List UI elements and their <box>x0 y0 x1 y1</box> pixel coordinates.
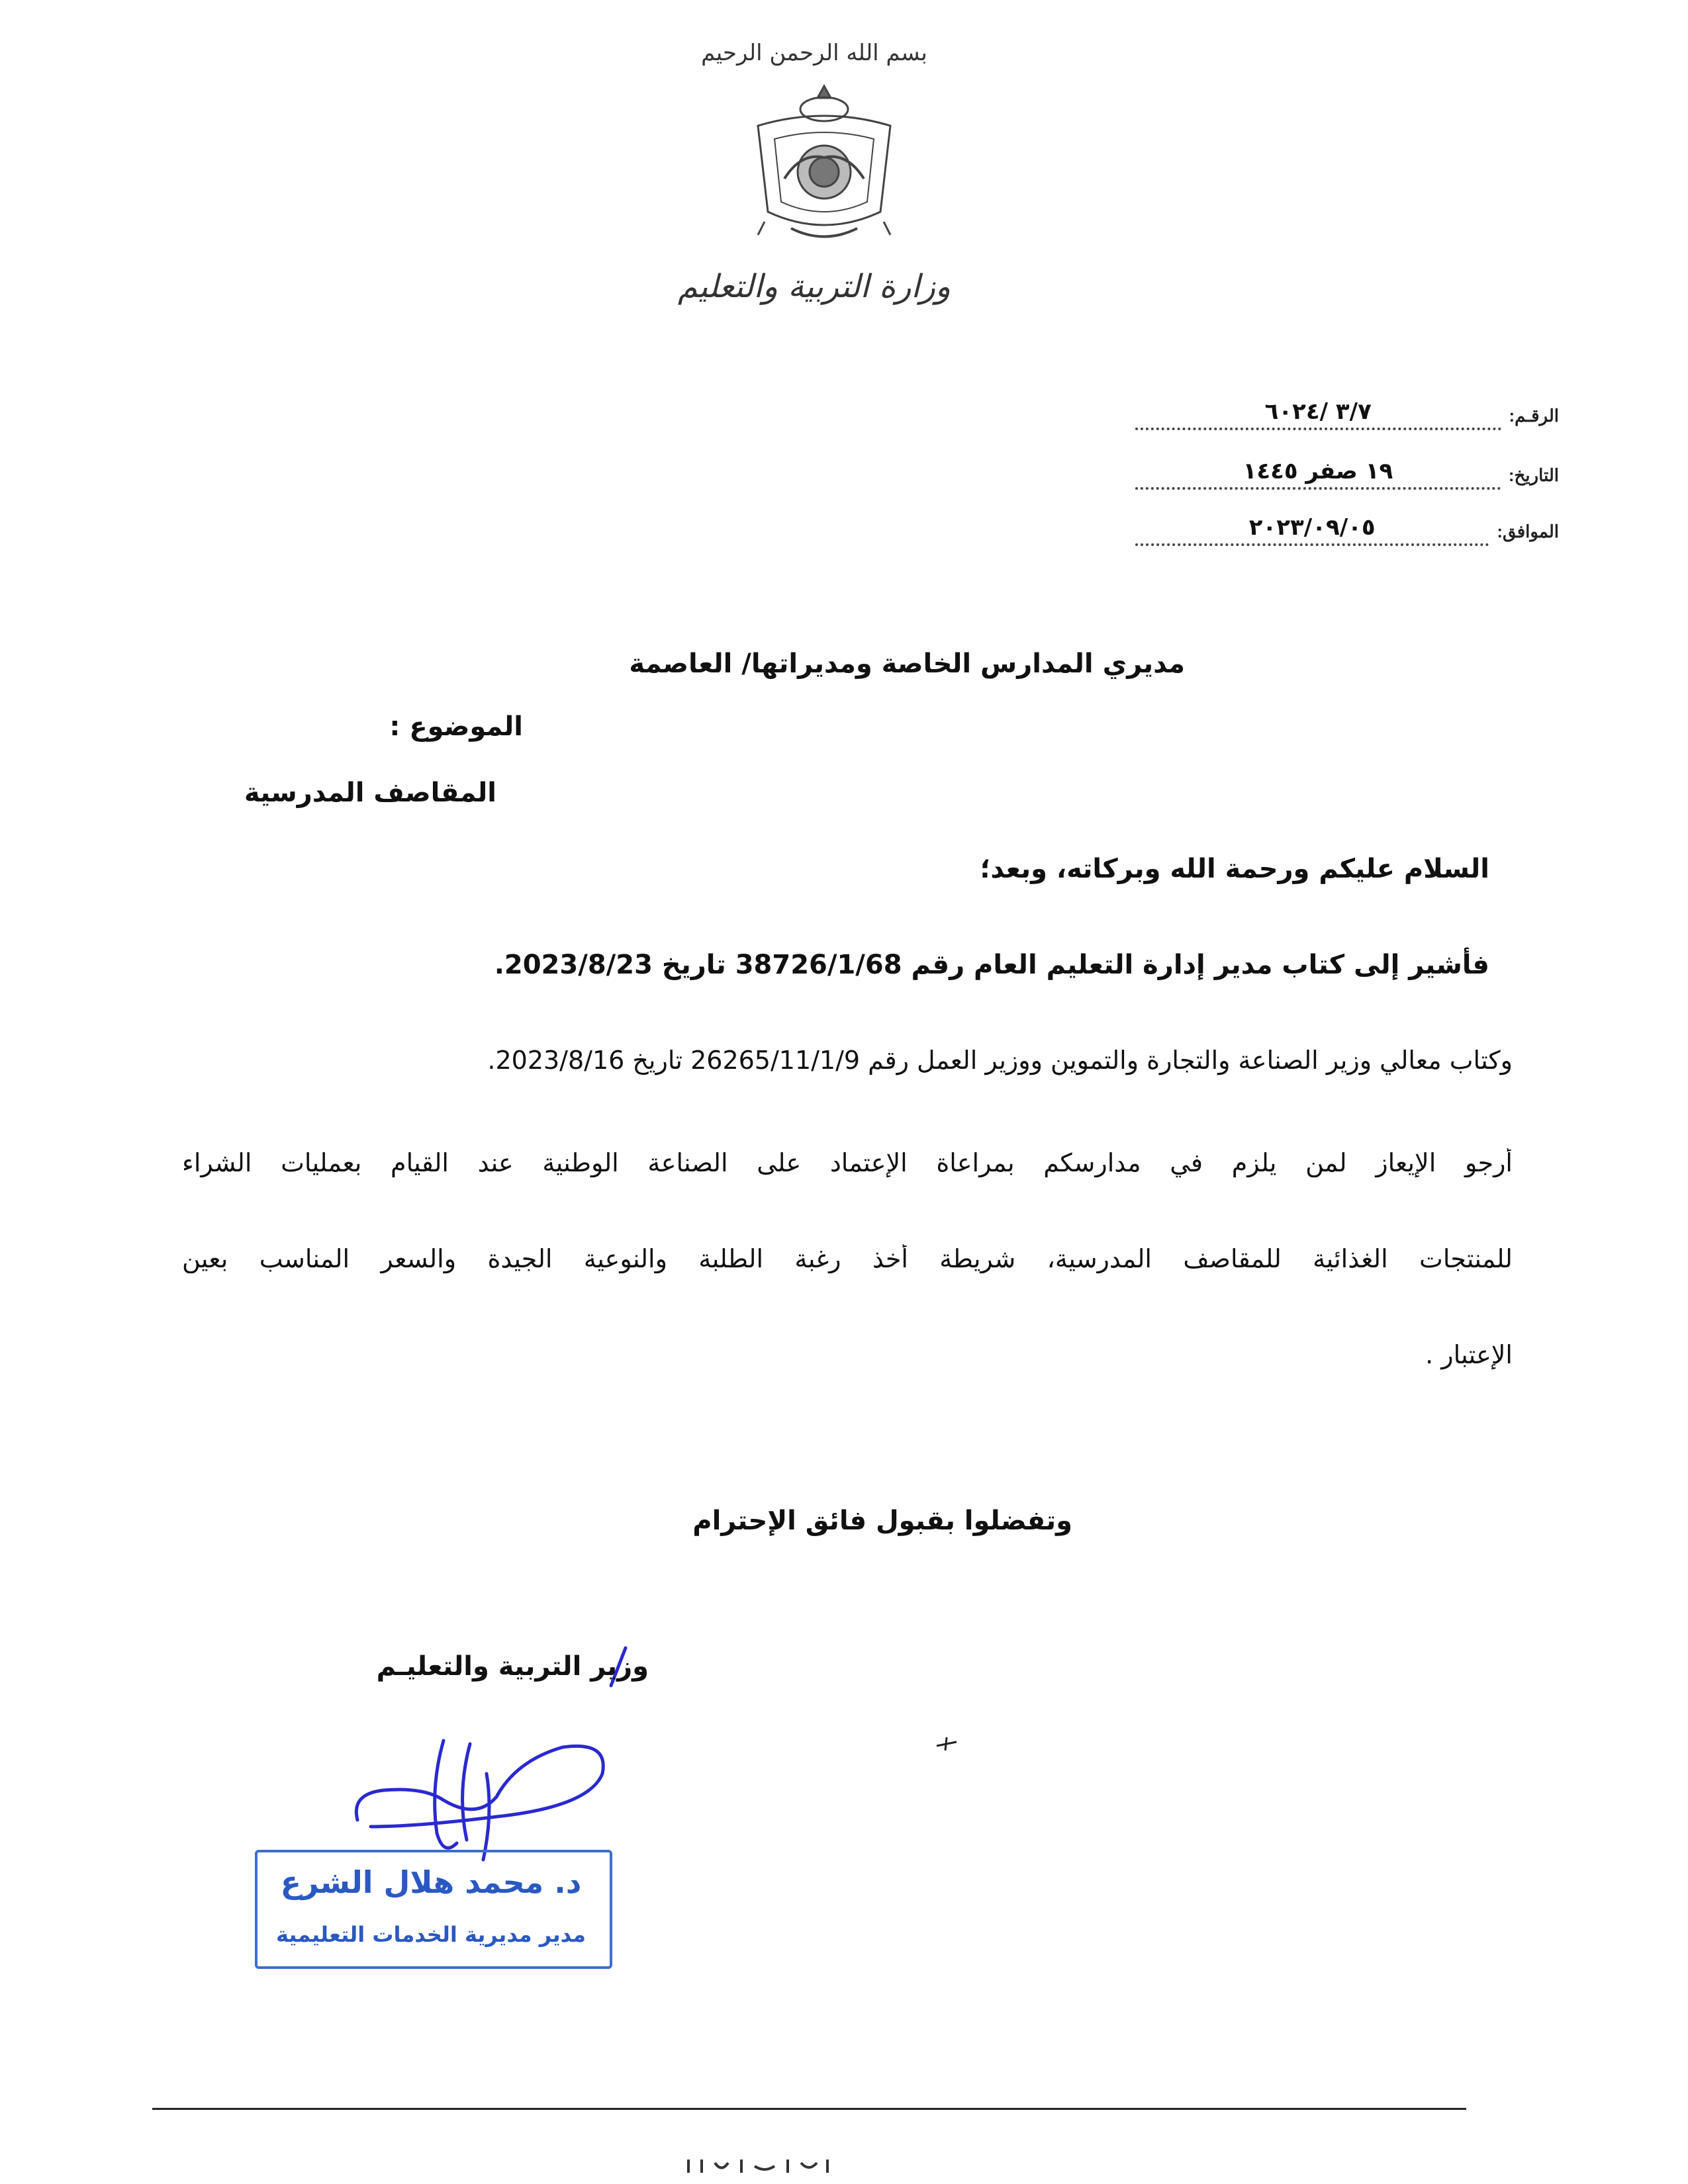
hijri-date-label: التاريخ: <box>1508 465 1559 485</box>
footer-text-cutoff <box>662 2136 861 2176</box>
paragraph-request-line-2: للمنتجات الغذائية للمقاصف المدرسية، شريطة أخذ رغبة الطلبة والنوعية الجيدة والسعر المناسب بعين <box>182 1244 1513 1273</box>
hijri-date-row <box>1135 443 1559 490</box>
reference-number-value: ٣/٧ /٦٠٢٤ <box>1135 397 1501 430</box>
basmala: بسم الله الرحمن الرحيم <box>701 40 927 66</box>
stamp-name: د. محمد هلال الشرع <box>280 1864 582 1900</box>
paragraph-request-line-1: أرجو الإيعاز لمن يلزم في مدارسكم بمراعاة الإعتماد على الصناعة الوطنية عند القيام بعمليات الشراء <box>182 1148 1513 1177</box>
hijri-date-value: ١٩ صفر ١٤٤٥ <box>1135 457 1501 490</box>
subject-text: المقاصف المدرسية <box>244 778 496 808</box>
gregorian-date-value: ٢٠٢٣/٠٩/٠٥ <box>1135 513 1489 546</box>
handwritten-signature <box>344 1734 622 1866</box>
gregorian-date-label: الموافق: <box>1497 522 1559 541</box>
paragraph-reference-2: وكتاب معالي وزير الصناعة والتجارة والتموين ووزير العمل رقم 26265/11/1/9 تاريخ 2023/8/16. <box>487 1046 1513 1075</box>
ministry-name: وزارة التربية والتعليم <box>677 268 951 305</box>
stamp-title: مدير مديرية الخدمات التعليمية <box>276 1922 586 1947</box>
stray-ink-mark <box>933 1734 960 1754</box>
footer-divider <box>152 2108 1466 2110</box>
gregorian-date-row <box>1135 500 1559 546</box>
greeting: السلام عليكم ورحمة الله وبركاته، وبعد؛ <box>980 854 1489 884</box>
paragraph-request-line-3: الإعتبار . <box>1425 1340 1513 1369</box>
signer-title: وزير التربية والتعليـم <box>376 1651 649 1682</box>
reference-number-row <box>1135 384 1559 430</box>
official-stamp <box>255 1850 612 1969</box>
closing-phrase: وتفضلوا بقبول فائق الإحترام <box>692 1506 1072 1536</box>
addressee: مديري المدارس الخاصة ومديراتها/ العاصمة <box>629 649 1185 679</box>
reference-number-label: الرقـم: <box>1509 406 1559 426</box>
paragraph-reference-1: فأشير إلى كتاب مدير إدارة التعليم العام رقم 38726/1/68 تاريخ 2023/8/23. <box>494 950 1489 980</box>
coat-of-arms-emblem <box>738 79 910 251</box>
subject-label: الموضوع : <box>389 711 523 742</box>
